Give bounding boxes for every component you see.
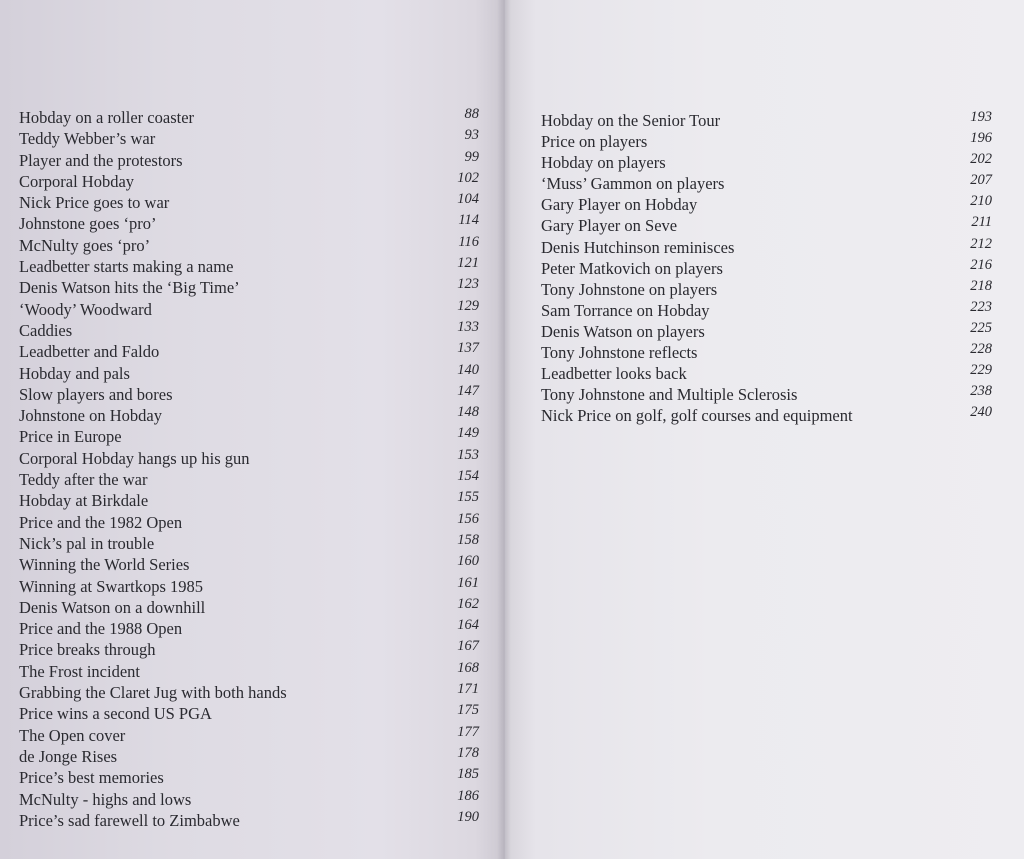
toc-entry [19, 767, 479, 788]
toc-entry-title: Corporal Hobday [19, 171, 135, 191]
toc-entry-page-number: 202 [970, 151, 992, 168]
toc-entry [19, 192, 479, 213]
toc-entry-page-number: 155 [457, 489, 479, 506]
toc-entry-page-number: 99 [464, 148, 479, 165]
toc-entry [541, 110, 992, 131]
toc-entry-title: ‘Muss’ Gammon on players [541, 174, 725, 194]
toc-entry-page-number: 114 [458, 212, 479, 229]
toc-entry [19, 746, 479, 767]
toc-entry-page-number: 196 [970, 130, 992, 147]
toc-entry-page-number: 193 [970, 109, 992, 125]
toc-entry-page-number: 147 [457, 382, 479, 399]
toc-entry-title: Hobday on the Senior Tour [541, 111, 721, 130]
toc-entry-title: Tony Johnstone reflects [541, 343, 698, 363]
toc-entry [19, 618, 479, 639]
toc-entry-title: Hobday on players [541, 153, 666, 173]
toc-entry [541, 405, 992, 426]
toc-entry-title: McNulty - highs and lows [19, 789, 192, 809]
toc-entry [19, 277, 479, 298]
toc-entry [19, 576, 479, 597]
toc-entry-title: Price wins a second US PGA [19, 704, 212, 724]
toc-entry-title: Nick Price on golf, golf courses and equipment [541, 406, 853, 426]
toc-entry-title: Tony Johnstone on players [541, 279, 718, 299]
toc-entry-title: Price’s best memories [19, 768, 164, 788]
toc-entry [19, 682, 479, 703]
toc-entry-page-number: 93 [464, 127, 479, 144]
toc-entry-title: Price and the 1988 Open [19, 619, 183, 639]
toc-entry-page-number: 223 [970, 298, 992, 315]
toc-entry-page-number: 153 [457, 446, 479, 463]
toc-entry-page-number: 156 [457, 510, 479, 527]
toc-entry-title: Gary Player on Seve [541, 216, 678, 236]
toc-entry [541, 173, 992, 194]
toc-entry-title: Price breaks through [19, 640, 156, 660]
toc-entry-page-number: 229 [970, 362, 992, 379]
toc-entry-page-number: 129 [457, 297, 479, 314]
toc-entry [19, 363, 479, 384]
toc-entry-title: Teddy after the war [19, 470, 148, 490]
toc-entry-title: Price in Europe [19, 427, 122, 447]
toc-entry [19, 426, 479, 447]
toc-entry-page-number: 137 [457, 340, 479, 357]
toc-entry-page-number: 167 [457, 638, 479, 655]
toc-entry [19, 789, 479, 810]
toc-entry [19, 128, 479, 149]
right-contents-list [541, 110, 992, 426]
toc-entry [541, 342, 992, 363]
toc-entry-title: Nick’s pal in trouble [19, 533, 155, 553]
toc-entry-title: Leadbetter starts making a name [19, 257, 234, 277]
toc-entry-title: Johnstone on Hobday [19, 406, 162, 426]
toc-entry-title: Gary Player on Hobday [541, 195, 698, 215]
toc-entry-page-number: 218 [970, 277, 992, 294]
toc-entry [19, 171, 479, 192]
toc-entry-page-number: 225 [970, 319, 992, 336]
toc-entry [19, 341, 479, 362]
toc-entry-page-number: 102 [457, 169, 479, 186]
toc-entry [19, 512, 479, 533]
toc-entry-page-number: 116 [458, 233, 479, 250]
toc-entry [19, 469, 479, 490]
toc-entry [19, 725, 479, 746]
toc-entry-title: Peter Matkovich on players [541, 258, 723, 278]
toc-entry [19, 490, 479, 511]
toc-entry-title: Teddy Webber’s war [19, 129, 156, 149]
toc-entry [541, 215, 992, 236]
toc-entry [19, 661, 479, 682]
toc-entry-page-number: 88 [464, 106, 479, 122]
toc-entry [19, 810, 479, 831]
toc-entry-page-number: 240 [970, 404, 992, 421]
toc-entry-title: Corporal Hobday hangs up his gun [19, 448, 250, 468]
toc-entry [19, 405, 479, 426]
toc-entry-title: Winning at Swartkops 1985 [19, 576, 204, 596]
toc-entry-title: Player and the protestors [19, 150, 183, 170]
toc-entry [541, 321, 992, 342]
toc-entry-title: Johnstone goes ‘pro’ [19, 214, 157, 234]
left-page [0, 0, 505, 859]
toc-entry-title: Hobday on a roller coaster [19, 108, 195, 127]
toc-entry [541, 237, 992, 258]
toc-entry-page-number: 162 [457, 595, 479, 612]
toc-entry [19, 554, 479, 575]
toc-entry-page-number: 186 [457, 787, 479, 804]
toc-entry-page-number: 164 [457, 617, 479, 634]
toc-entry-page-number: 210 [970, 193, 992, 210]
toc-entry-page-number: 207 [970, 172, 992, 189]
toc-entry-title: Price and the 1982 Open [19, 512, 183, 532]
toc-entry-page-number: 149 [457, 425, 479, 442]
toc-entry-page-number: 238 [970, 383, 992, 400]
toc-entry [541, 152, 992, 173]
toc-entry-page-number: 140 [457, 361, 479, 378]
toc-entry-page-number: 216 [970, 256, 992, 273]
toc-entry-title: Caddies [19, 320, 73, 340]
toc-entry-title: Winning the World Series [19, 555, 190, 575]
toc-entry-title: Slow players and bores [19, 384, 173, 404]
toc-entry-title: ‘Woody’ Woodward [19, 299, 152, 319]
toc-entry [19, 256, 479, 277]
toc-entry [541, 131, 992, 152]
toc-entry [19, 299, 479, 320]
toc-entry-page-number: 160 [457, 553, 479, 570]
toc-entry-title: Nick Price goes to war [19, 193, 170, 213]
toc-entry-title: Leadbetter and Faldo [19, 342, 160, 362]
toc-entry [541, 279, 992, 300]
toc-entry-title: Grabbing the Claret Jug with both hands [19, 683, 287, 703]
toc-entry-title: Sam Torrance on Hobday [541, 300, 710, 320]
toc-entry-page-number: 148 [457, 404, 479, 421]
toc-entry [19, 703, 479, 724]
toc-entry [541, 384, 992, 405]
toc-entry [541, 300, 992, 321]
toc-entry-page-number: 228 [970, 341, 992, 358]
toc-entry [19, 235, 479, 256]
toc-entry-title: de Jonge Rises [19, 746, 118, 766]
toc-entry-page-number: 185 [457, 766, 479, 783]
toc-entry-page-number: 190 [457, 808, 479, 825]
toc-entry [19, 213, 479, 234]
toc-entry-page-number: 123 [457, 276, 479, 293]
toc-entry-title: Hobday and pals [19, 363, 130, 383]
toc-entry-page-number: 104 [457, 191, 479, 208]
toc-entry [19, 150, 479, 171]
toc-entry-page-number: 212 [970, 235, 992, 252]
toc-entry-title: Tony Johnstone and Multiple Sclerosis [541, 385, 798, 405]
toc-entry-page-number: 175 [457, 702, 479, 719]
toc-entry-page-number: 158 [457, 531, 479, 548]
toc-entry-page-number: 178 [457, 744, 479, 761]
left-contents-list [19, 107, 479, 831]
toc-entry [541, 258, 992, 279]
toc-entry-title: McNulty goes ‘pro’ [19, 235, 151, 255]
toc-entry-page-number: 161 [457, 574, 479, 591]
toc-entry [19, 448, 479, 469]
toc-entry-title: Denis Hutchinson reminisces [541, 237, 735, 257]
toc-entry-title: Denis Watson on players [541, 321, 705, 341]
toc-entry [541, 194, 992, 215]
toc-entry-title: Leadbetter looks back [541, 364, 687, 384]
toc-entry [19, 597, 479, 618]
toc-entry-page-number: 133 [457, 318, 479, 335]
toc-entry [19, 107, 479, 128]
toc-entry-title: The Open cover [19, 725, 126, 745]
toc-entry-title: Price’s sad farewell to Zimbabwe [19, 810, 240, 830]
toc-entry-page-number: 121 [457, 255, 479, 272]
toc-entry-page-number: 154 [457, 468, 479, 485]
toc-entry [19, 320, 479, 341]
toc-entry-page-number: 171 [457, 681, 479, 698]
toc-entry-page-number: 177 [457, 723, 479, 740]
toc-entry [19, 639, 479, 660]
toc-entry-title: Denis Watson hits the ‘Big Time’ [19, 278, 240, 298]
toc-entry [19, 384, 479, 405]
toc-entry-title: Denis Watson on a downhill [19, 597, 206, 617]
toc-entry-title: Price on players [541, 132, 648, 152]
toc-entry [19, 533, 479, 554]
toc-entry [541, 363, 992, 384]
toc-entry-page-number: 211 [971, 214, 992, 231]
toc-entry-title: The Frost incident [19, 661, 140, 681]
toc-entry-page-number: 168 [457, 659, 479, 676]
book-gutter [497, 0, 511, 859]
toc-entry-title: Hobday at Birkdale [19, 491, 149, 511]
